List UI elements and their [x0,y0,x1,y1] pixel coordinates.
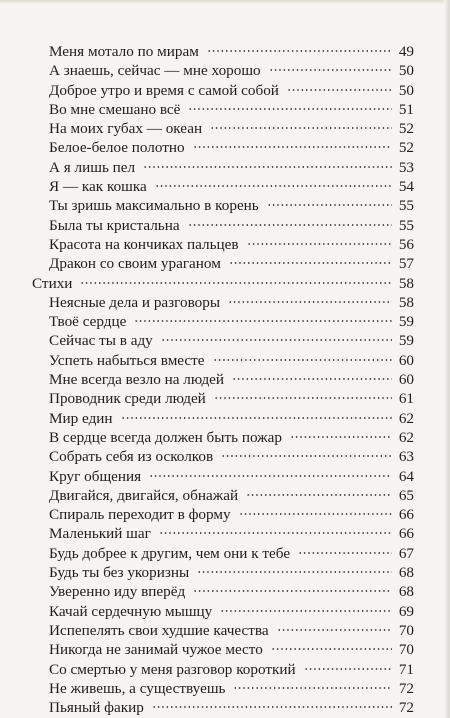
toc-entry-title: Качай сердечную мышцу [49,602,213,620]
dot-leader [267,203,392,207]
table-of-contents [32,42,414,717]
toc-entry-title: Сейчас ты в аду [49,332,153,350]
toc-entry-page: 60 [398,351,414,369]
dot-leader [149,474,392,478]
dot-leader [188,223,392,227]
toc-entry-page: 55 [398,216,414,234]
toc-entry [32,467,414,486]
toc-entry-title: Испепелять свои худшие качества [49,621,269,639]
dot-leader [207,49,392,53]
toc-entry-title: Никогда не занимай чужое место [49,641,263,659]
dot-leader [134,319,392,323]
toc-entry [32,235,414,254]
dot-leader [233,686,392,690]
toc-entry-page: 53 [398,158,414,176]
toc-entry-title: Круг общения [49,467,142,485]
dot-leader [239,512,392,516]
toc-entry-title: Двигайся, двигайся, обнажай [49,486,239,504]
toc-entry-page: 70 [398,641,414,659]
toc-entry-title: Пьяный факир [49,699,144,717]
toc-entry-page: 72 [398,679,414,697]
toc-entry-page: 69 [398,602,414,620]
dot-leader [287,88,392,92]
toc-entry-page: 70 [398,621,414,639]
toc-entry [32,447,414,466]
toc-entry [32,351,414,370]
toc-entry-page: 56 [398,235,414,253]
toc-entry [32,602,414,621]
dot-leader [298,551,392,555]
toc-entry-page: 50 [398,62,414,80]
toc-entry [32,370,414,389]
dot-leader [193,589,392,593]
toc-entry-page: 51 [398,100,414,118]
toc-entry [32,61,414,80]
toc-entry-title: Неясные дела и разговоры [49,293,221,311]
toc-entry-page: 62 [398,428,414,446]
toc-entry-title: Будь ты без укоризны [49,564,190,582]
dot-leader [210,126,392,130]
toc-entry-page: 72 [398,699,414,717]
dot-leader [246,493,392,497]
dot-leader [155,184,392,188]
toc-entry-page: 59 [398,332,414,350]
toc-entry [32,582,414,601]
dot-leader [161,338,392,342]
toc-entry-title: Не живешь, а существуешь [49,679,226,697]
toc-entry [32,409,414,428]
dot-leader [228,300,392,304]
toc-entry-title: Будь добрее к другим, чем они к тебе [49,544,291,562]
dot-leader [143,165,392,169]
toc-entry [32,196,414,215]
dot-leader [80,281,392,285]
toc-entry-title: Мир един [49,409,113,427]
toc-entry-page: 68 [398,564,414,582]
toc-entry [32,660,414,679]
toc-section-page: 58 [398,274,414,292]
toc-entry-title: Белое-белое полотно [49,139,185,157]
toc-entry [32,640,414,659]
toc-entry [32,42,414,61]
toc-entry-title: Меня мотало по мирам [49,43,199,60]
toc-entry-title: Со смертью у меня разговор короткий [49,660,296,678]
toc-entry-page: 66 [398,506,414,524]
dot-leader [229,261,392,265]
toc-entry [32,216,414,235]
toc-entry [32,524,414,543]
toc-entry-title: Доброе утро и время с самой собой [49,81,279,99]
toc-entry-page: 61 [398,390,414,408]
toc-entry-title: Я — как кошка [49,178,147,196]
dot-leader [152,705,392,709]
toc-entry [32,428,414,447]
toc-entry-page: 59 [398,313,414,331]
toc-entry [32,81,414,100]
dot-leader [277,628,392,632]
toc-entry-page: 54 [398,178,414,196]
toc-entry-page: 64 [398,467,414,485]
toc-entry [32,312,414,331]
toc-entry [32,698,414,717]
dot-leader [221,454,392,458]
toc-entry-title: Была ты кристальна [49,216,180,234]
dot-leader [220,609,392,613]
toc-entry-page: 62 [398,409,414,427]
dot-leader [247,242,392,246]
dot-leader [290,435,392,439]
toc-entry [32,158,414,177]
page-top-shadow [0,0,450,4]
dot-leader [269,68,392,72]
toc-section-title: Стихи [32,274,73,292]
dot-leader [197,570,392,574]
toc-entry-page: 71 [398,660,414,678]
toc-entry-page: 65 [398,486,414,504]
toc-entry-title: Собрать себя из осколков [49,448,214,466]
dot-leader [188,107,392,111]
dot-leader [214,396,392,400]
toc-entry [32,621,414,640]
dot-leader [271,647,392,651]
toc-entry-page: 52 [398,139,414,157]
toc-entry-title: Мне всегда везло на людей [49,371,225,389]
toc-entry-title: Проводник среди людей [49,390,206,408]
toc-entry-page: 63 [398,448,414,466]
toc-entry-page: 60 [398,371,414,389]
toc-entry-page: 66 [398,525,414,543]
toc-entry [32,293,414,312]
toc-entry-title: Успеть набыться вместе [49,351,205,369]
dot-leader [121,416,392,420]
toc-section [32,274,414,293]
toc-entry [32,679,414,698]
toc-entry-title: Красота на кончиках пальцев [49,235,239,253]
dot-leader [213,358,392,362]
dot-leader [304,667,392,671]
toc-entry [32,177,414,196]
toc-entry-title: Спираль переходит в форму [49,506,231,524]
toc-entry-title: Ты зришь максимально в корень [49,197,259,215]
toc-entry-title: Уверенно иду вперёд [49,583,186,601]
toc-entry-page: 49 [398,43,414,60]
page-right-shadow [444,0,450,718]
toc-entry-title: На моих губах — океан [49,120,203,138]
toc-entry-page: 55 [398,197,414,215]
toc-entry-page: 50 [398,81,414,99]
toc-entry [32,119,414,138]
toc-entry-title: Маленький шаг [49,525,151,543]
toc-entry-title: В сердце всегда должен быть пожар [49,428,282,446]
toc-entry [32,563,414,582]
toc-entry-title: Твоё сердце [49,313,127,331]
toc-entry [32,100,414,119]
dot-leader [193,145,392,149]
toc-entry-page: 58 [398,293,414,311]
toc-entry [32,254,414,273]
toc-entry-page: 67 [398,544,414,562]
toc-entry-title: Дракон со своим ураганом [49,255,221,273]
toc-entry [32,138,414,157]
toc-entry [32,389,414,408]
toc-entry-title: А знаешь, сейчас — мне хорошо [49,62,261,80]
toc-entry [32,505,414,524]
toc-entry-page: 68 [398,583,414,601]
toc-entry [32,486,414,505]
toc-entry-title: А я лишь пел [49,158,136,176]
dot-leader [232,377,392,381]
toc-entry-page: 52 [398,120,414,138]
toc-entry-page: 57 [398,255,414,273]
toc-entry [32,544,414,563]
toc-entry-title: Во мне смешано всё [49,100,181,118]
dot-leader [159,531,392,535]
toc-entry [32,331,414,350]
